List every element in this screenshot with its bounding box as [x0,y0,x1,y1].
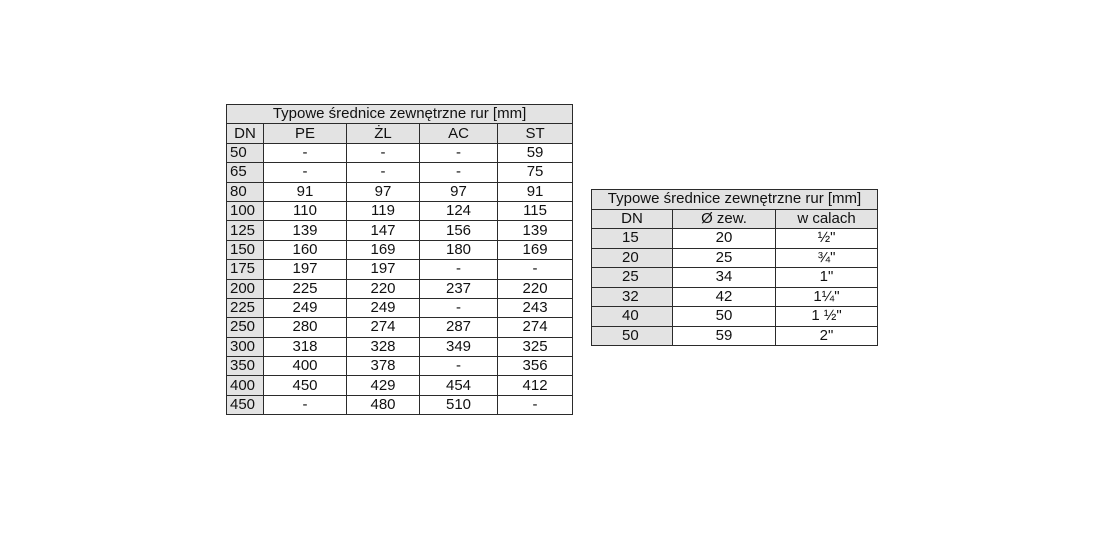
cell-zl: 249 [347,298,420,317]
cell-zl: 97 [347,182,420,201]
table-title: Typowe średnice zewnętrzne rur [mm] [227,105,573,124]
cell-ac: 97 [420,182,498,201]
table-header-row [227,124,573,143]
cell-outer-diameter: 34 [673,268,776,288]
cell-zl: 220 [347,279,420,298]
cell-ac: 510 [420,395,498,414]
cell-dn: 400 [227,376,264,395]
cell-outer-diameter: 50 [673,307,776,327]
table-row [227,163,573,182]
table-row [592,248,878,268]
cell-pe: 318 [264,337,347,356]
cell-outer-diameter: 20 [673,229,776,249]
table-row [227,357,573,376]
cell-pe: 139 [264,221,347,240]
cell-st: 412 [498,376,573,395]
cell-dn: 32 [592,287,673,307]
cell-ac: - [420,298,498,317]
cell-st: 139 [498,221,573,240]
table-title-row [592,190,878,210]
table-row [592,287,878,307]
cell-ac: - [420,143,498,162]
table-row [227,395,573,414]
cell-ac: - [420,260,498,279]
table-row [227,221,573,240]
cell-zl: - [347,143,420,162]
column-header-outer-diameter: Ø zew. [673,209,776,229]
cell-dn: 175 [227,260,264,279]
table-row [227,240,573,259]
cell-zl: 147 [347,221,420,240]
table-header-row [592,209,878,229]
cell-pe: 160 [264,240,347,259]
column-header-ac: AC [420,124,498,143]
cell-pe: 280 [264,318,347,337]
cell-st: - [498,260,573,279]
cell-inches: 2" [776,326,878,346]
cell-pe: 450 [264,376,347,395]
cell-zl: 119 [347,201,420,220]
cell-dn: 50 [592,326,673,346]
cell-ac: 454 [420,376,498,395]
cell-st: 243 [498,298,573,317]
table-title: Typowe średnice zewnętrzne rur [mm] [592,190,878,210]
cell-st: 274 [498,318,573,337]
column-header-inches: w calach [776,209,878,229]
cell-ac: 180 [420,240,498,259]
cell-ac: - [420,357,498,376]
column-header-pe: PE [264,124,347,143]
cell-dn: 80 [227,182,264,201]
cell-dn: 300 [227,337,264,356]
table-row [227,279,573,298]
table-row [227,376,573,395]
cell-dn: 150 [227,240,264,259]
cell-pe: 197 [264,260,347,279]
table-row [592,307,878,327]
cell-inches: 1 ½" [776,307,878,327]
cell-st: 75 [498,163,573,182]
table-row [227,201,573,220]
cell-ac: 156 [420,221,498,240]
cell-zl: 274 [347,318,420,337]
column-header-st: ST [498,124,573,143]
cell-st: 115 [498,201,573,220]
cell-dn: 125 [227,221,264,240]
pipe-table-1-body [227,105,573,415]
cell-zl: 197 [347,260,420,279]
cell-dn: 225 [227,298,264,317]
cell-inches: 1¼" [776,287,878,307]
cell-dn: 50 [227,143,264,162]
cell-st: 356 [498,357,573,376]
cell-pe: 91 [264,182,347,201]
cell-ac: 287 [420,318,498,337]
cell-outer-diameter: 25 [673,248,776,268]
cell-inches: 1" [776,268,878,288]
cell-pe: 225 [264,279,347,298]
cell-zl: 429 [347,376,420,395]
cell-zl: - [347,163,420,182]
pipe-diameter-table-by-material [226,104,573,415]
cell-st: 220 [498,279,573,298]
cell-pe: 110 [264,201,347,220]
table-row [592,326,878,346]
cell-st: 91 [498,182,573,201]
cell-outer-diameter: 42 [673,287,776,307]
cell-pe: - [264,163,347,182]
cell-dn: 65 [227,163,264,182]
cell-pe: 249 [264,298,347,317]
cell-ac: 349 [420,337,498,356]
cell-zl: 169 [347,240,420,259]
cell-pe: - [264,395,347,414]
cell-dn: 20 [592,248,673,268]
cell-inches: ½" [776,229,878,249]
table-row [592,229,878,249]
cell-dn: 25 [592,268,673,288]
cell-pe: 400 [264,357,347,376]
cell-zl: 328 [347,337,420,356]
cell-dn: 100 [227,201,264,220]
table-title-row [227,105,573,124]
cell-dn: 450 [227,395,264,414]
table-row [227,260,573,279]
cell-outer-diameter: 59 [673,326,776,346]
table-row [227,298,573,317]
table-row [227,143,573,162]
cell-dn: 250 [227,318,264,337]
cell-zl: 480 [347,395,420,414]
column-header-dn: DN [592,209,673,229]
cell-st: - [498,395,573,414]
cell-inches: ¾" [776,248,878,268]
cell-dn: 40 [592,307,673,327]
column-header-dn: DN [227,124,264,143]
cell-st: 59 [498,143,573,162]
cell-dn: 200 [227,279,264,298]
cell-st: 325 [498,337,573,356]
cell-pe: - [264,143,347,162]
column-header-zl: ŻL [347,124,420,143]
table-row [227,182,573,201]
cell-st: 169 [498,240,573,259]
cell-ac: - [420,163,498,182]
table-row [227,318,573,337]
cell-ac: 124 [420,201,498,220]
pipe-diameter-table-inches [591,189,878,346]
table-row [227,337,573,356]
pipe-table-2-body [592,190,878,346]
cell-zl: 378 [347,357,420,376]
cell-dn: 15 [592,229,673,249]
table-row [592,268,878,288]
cell-dn: 350 [227,357,264,376]
cell-ac: 237 [420,279,498,298]
